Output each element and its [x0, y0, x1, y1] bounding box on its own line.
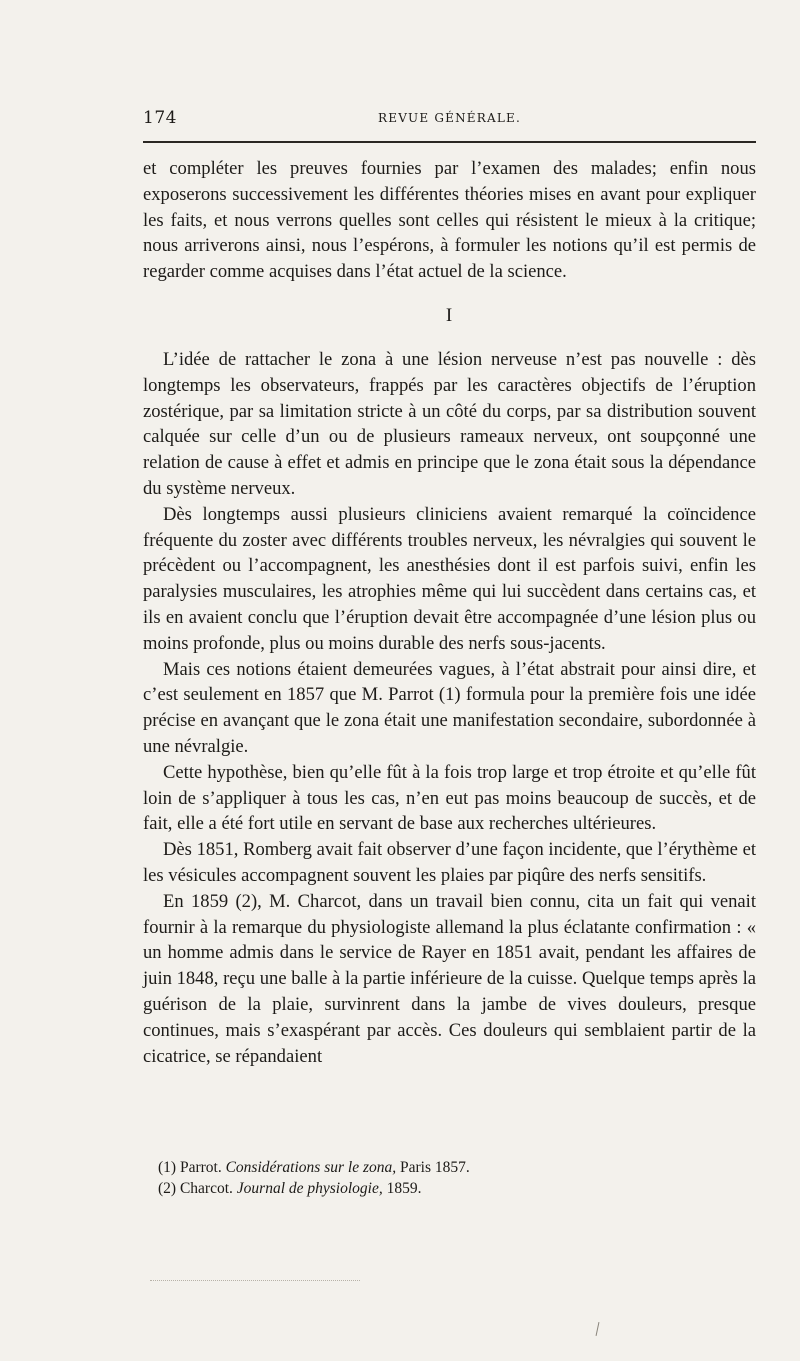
paragraph: L’idée de rattacher le zona à une lésion nerveuse n’est pas nouvelle : dès longtemps les observateurs, frappés par les caractères objectifs de l’éruption zostérique, par sa limitation stricte à un côté du corps, par sa distribution souvent calquée sur celle d’un ou de plusieurs rameaux nerveux, ont soupçonné une relation de cause à effet et admis en principe que le zona était sous la dépendance du système nerveux.	[143, 348, 756, 499]
footnote-author: Charcot.	[179, 1180, 233, 1197]
footnotes	[158, 1157, 756, 1199]
footnote-rest: 1859.	[386, 1180, 422, 1197]
running-title: REVUE GÉNÉRALE.	[378, 111, 521, 125]
page-header	[143, 108, 756, 130]
section-heading: I	[445, 304, 454, 326]
print-specks	[150, 1280, 360, 1283]
pencil-mark	[596, 1322, 600, 1336]
footnote-2	[158, 1178, 756, 1199]
paragraph: Mais ces notions étaient demeurées vagues, à l’état abstrait pour ainsi dire, et c’est seulement en 1857 que M. Parrot (1) formula pour la première fois une idée précise en avançant que le zona était une manifestation secondaire, subordonnée à une névralgie.	[143, 658, 756, 757]
paragraph-intro: et compléter les preuves fournies par l’examen des malades; enfin nous exposerons successivement les différentes théories mises en avant pour expliquer les faits, et nous verrons quelles sont celles qui résistent le mieux à la critique; nous arriverons ainsi, nous l’espérons, à formuler les notions qu’il est permis de regarder comme acquises dans l’état actuel de la science.	[143, 158, 756, 283]
footnote-number: (1)	[158, 1159, 177, 1176]
main-text	[143, 156, 756, 1069]
paragraph: Cette hypothèse, bien qu’elle fût à la fois trop large et trop étroite et qu’elle fût loin de s’appliquer à tous les cas, n’en eut pas moins beaucoup de succès, et de fait, elle a été fort utile en servant de base aux recherches ultérieures.	[143, 761, 756, 835]
page-number: 174	[143, 108, 177, 128]
paragraph: Dès longtemps aussi plusieurs cliniciens avaient remarqué la coïncidence fréquente du zoster avec différents troubles nerveux, les névralgies qui souvent le précèdent ou l’accompagnent, les anesthésies dont il est parfois suivi, enfin les paralysies musculaires, les atrophies même qui lui succèdent dans certains cas, et ils en avaient conclu que l’éruption devait être accompagnée d’une lésion plus ou moins profonde, plus ou moins durable des nerfs sous-jacents.	[143, 503, 756, 654]
footnote-1	[158, 1157, 756, 1178]
header-rule	[143, 141, 756, 143]
paragraph: Dès 1851, Romberg avait fait observer d’une façon incidente, que l’érythème et les vésicules accompagnent souvent les plaies par piqûre des nerfs sensitifs.	[143, 839, 756, 886]
footnote-title: Journal de physiologie,	[236, 1180, 383, 1197]
paragraph: En 1859 (2), M. Charcot, dans un travail bien connu, cita un fait qui venait fournir à la remarque du physiologiste allemand la plus éclatante confirmation : « un homme admis dans le service de Rayer en 1851 avait, pendant les affaires de juin 1848, reçu une balle à la partie inférieure de la cuisse. Quelque temps après la guérison de la plaie, survinrent dans la jambe de vives douleurs, presque continues, mais s’exaspérant par accès. Ces douleurs qui semblaient partir de la cicatrice, se répandaient	[143, 890, 756, 1067]
footnote-rest: Paris 1857.	[399, 1159, 470, 1176]
footnote-number: (2)	[158, 1180, 177, 1197]
footnote-author: Parrot.	[179, 1159, 222, 1176]
footnote-title: Considérations sur le zona,	[225, 1159, 397, 1176]
